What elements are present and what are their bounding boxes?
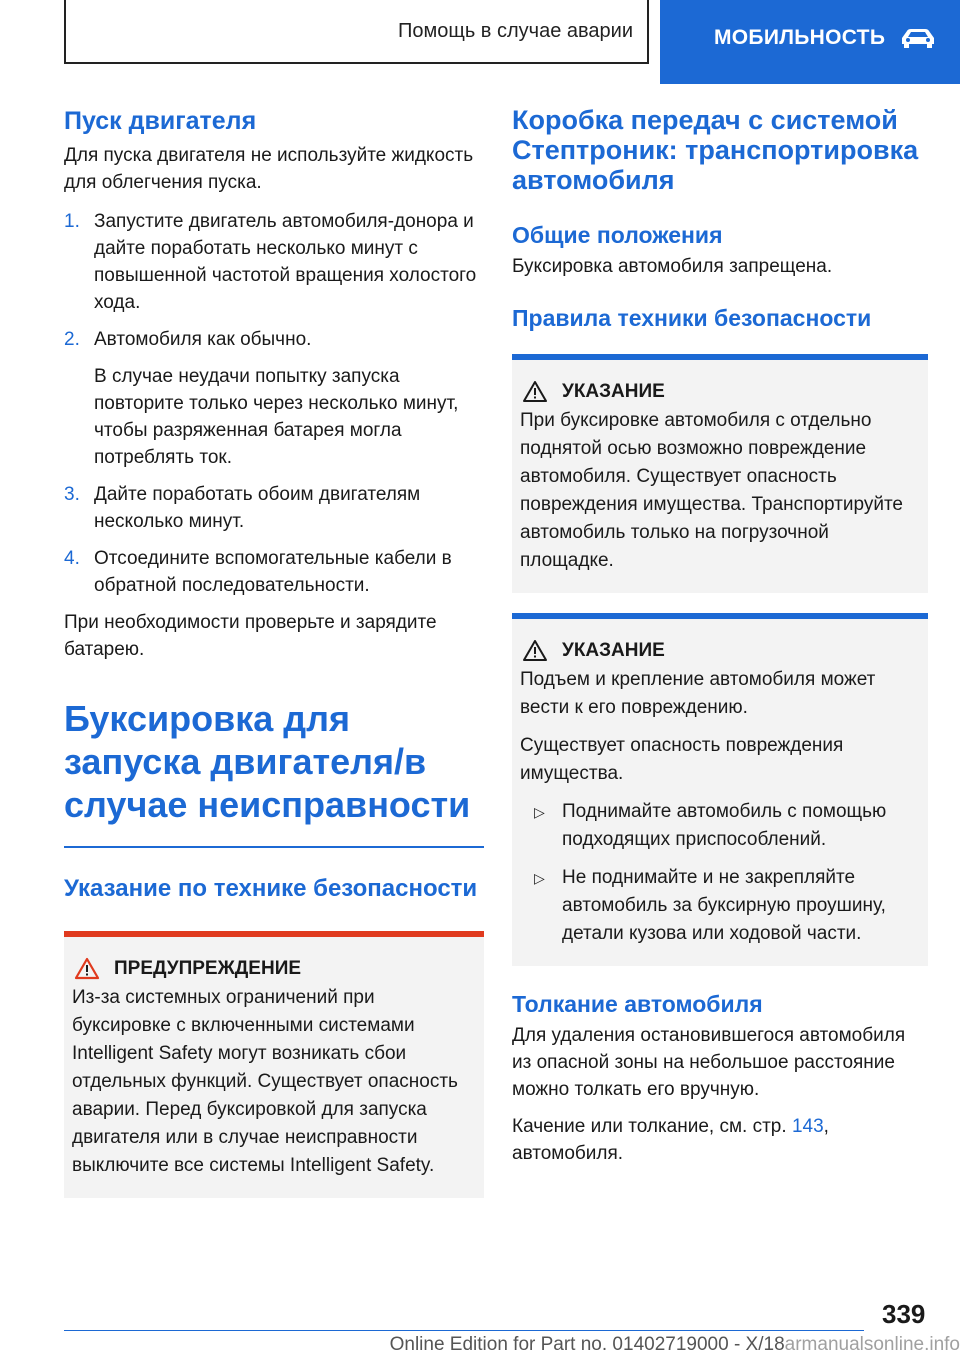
after-steps-text: При необходимости проверьте и зарядите батарею. <box>64 612 437 660</box>
notice-text: При буксировке автомобиля с отдельно поднятой осью возможно повреждение автомобиля. Существует опасность повреждения имущества. Транспортируйте автомобиль только на погрузочной площадке. <box>520 410 903 571</box>
step-number: 4. <box>64 548 80 569</box>
push-text: Для удаления остановившегося автомобиля из опасной зоны на небольшое расстояние можно толкать его вручную. <box>512 1025 906 1100</box>
heading-divider <box>64 846 484 848</box>
list-item <box>64 545 484 599</box>
step-number: 2. <box>64 329 80 350</box>
step-text: Запустите двигатель автомобиля-донора и дайте поработать несколько минут с повышенной частотой вращения холостого хода. <box>94 211 477 313</box>
start-steps-list <box>64 208 484 599</box>
warning-box <box>64 931 484 1198</box>
notice-title: УКАЗАНИЕ <box>562 640 665 661</box>
car-icon <box>899 27 937 49</box>
footer-edition: Online Edition for Part no. 01402719000 - X/18 <box>389 1334 785 1355</box>
engine-start-intro: Для пуска двигателя не используйте жидкость для облегчения пуска. <box>64 145 474 193</box>
step-number: 1. <box>64 211 80 232</box>
header-chapter-tab[interactable] <box>660 0 960 84</box>
footer-divider <box>64 1330 864 1331</box>
notice-title: УКАЗАНИЕ <box>562 381 665 402</box>
step-text: Отсоедините вспомогательные кабели в обратной последовательности. <box>94 548 452 596</box>
header-section-box <box>64 0 649 64</box>
general-text: Буксировка автомобиля запрещена. <box>512 256 833 277</box>
warning-title: ПРЕДУПРЕЖДЕНИЕ <box>114 958 302 979</box>
warning-triangle-icon <box>522 380 548 403</box>
list-item <box>64 326 484 471</box>
list-item <box>520 864 920 948</box>
notice-text: Подъем и крепление автомобиля может вести к его повреждению. <box>520 669 876 718</box>
notice-bullet-list <box>520 798 920 948</box>
left-column <box>64 96 484 1198</box>
notice-text: Существует опасность повреждения имущества. <box>520 735 844 784</box>
safety-heading: Указание по технике безопасности <box>64 875 478 902</box>
bullet-text: Не поднимайте и не закрепляйте автомобиль за буксирную проушину, детали кузова или ходовой части. <box>562 867 886 944</box>
notice-title-row <box>520 378 920 405</box>
push-ref-comma: , <box>823 1116 829 1137</box>
warning-title-row <box>72 955 476 982</box>
list-item <box>64 481 484 535</box>
towing-heading: Буксировка для запуска двигателя/в случае неисправности <box>64 698 471 825</box>
list-item <box>520 798 920 854</box>
footer <box>64 1334 960 1356</box>
rules-heading: Правила техники безопасности <box>512 305 872 331</box>
triangle-bullet-icon: ▷ <box>534 804 545 820</box>
notice-title-row <box>520 637 920 664</box>
notice-box-1 <box>512 354 928 593</box>
page-143-link[interactable]: 143 <box>791 1116 824 1137</box>
step-note: В случае неудачи попытку запуска повторите только через несколько минут, чтобы разряженная батарея могла потреблять ток. <box>94 366 459 468</box>
warning-text: Из-за системных ограничений при буксировке с включенными системами Intelligent Safety могут возникать сбои отдельных функций. Существует опасность аварии. Перед буксировкой для запуска двигателя или в случае неисправности выключите все системы Intelligent Safety. <box>72 987 458 1176</box>
bullet-text: Поднимайте автомобиль с помощью подходящих приспособлений. <box>562 801 887 850</box>
right-column <box>512 96 928 1167</box>
push-ref-text: Качение или толкание, см. стр. <box>512 1116 792 1137</box>
step-number: 3. <box>64 484 80 505</box>
page-number: 339 <box>882 1299 926 1329</box>
gearbox-heading: Коробка передач с системой Стептроник: транспортировка автомобиля <box>512 105 919 195</box>
push-ref-line2: автомобиля. <box>512 1143 624 1164</box>
footer-watermark: armanualsonline.info <box>784 1334 960 1355</box>
push-reference <box>512 1113 928 1167</box>
header-section-title: Помощь в случае аварии <box>398 19 633 42</box>
header-tab-label: МОБИЛЬНОСТЬ <box>714 26 886 49</box>
notice-box-2 <box>512 613 928 966</box>
triangle-bullet-icon: ▷ <box>534 870 545 886</box>
list-item <box>64 208 484 316</box>
warning-triangle-icon <box>522 639 548 662</box>
step-text: Дайте поработать обоим двигателям несколько минут. <box>94 484 421 532</box>
push-heading: Толкание автомобиля <box>512 991 763 1017</box>
engine-start-heading: Пуск двигателя <box>64 107 257 135</box>
general-heading: Общие положения <box>512 222 723 248</box>
warning-triangle-icon <box>74 957 100 980</box>
step-text: Автомобиля как обычно. <box>94 329 312 350</box>
